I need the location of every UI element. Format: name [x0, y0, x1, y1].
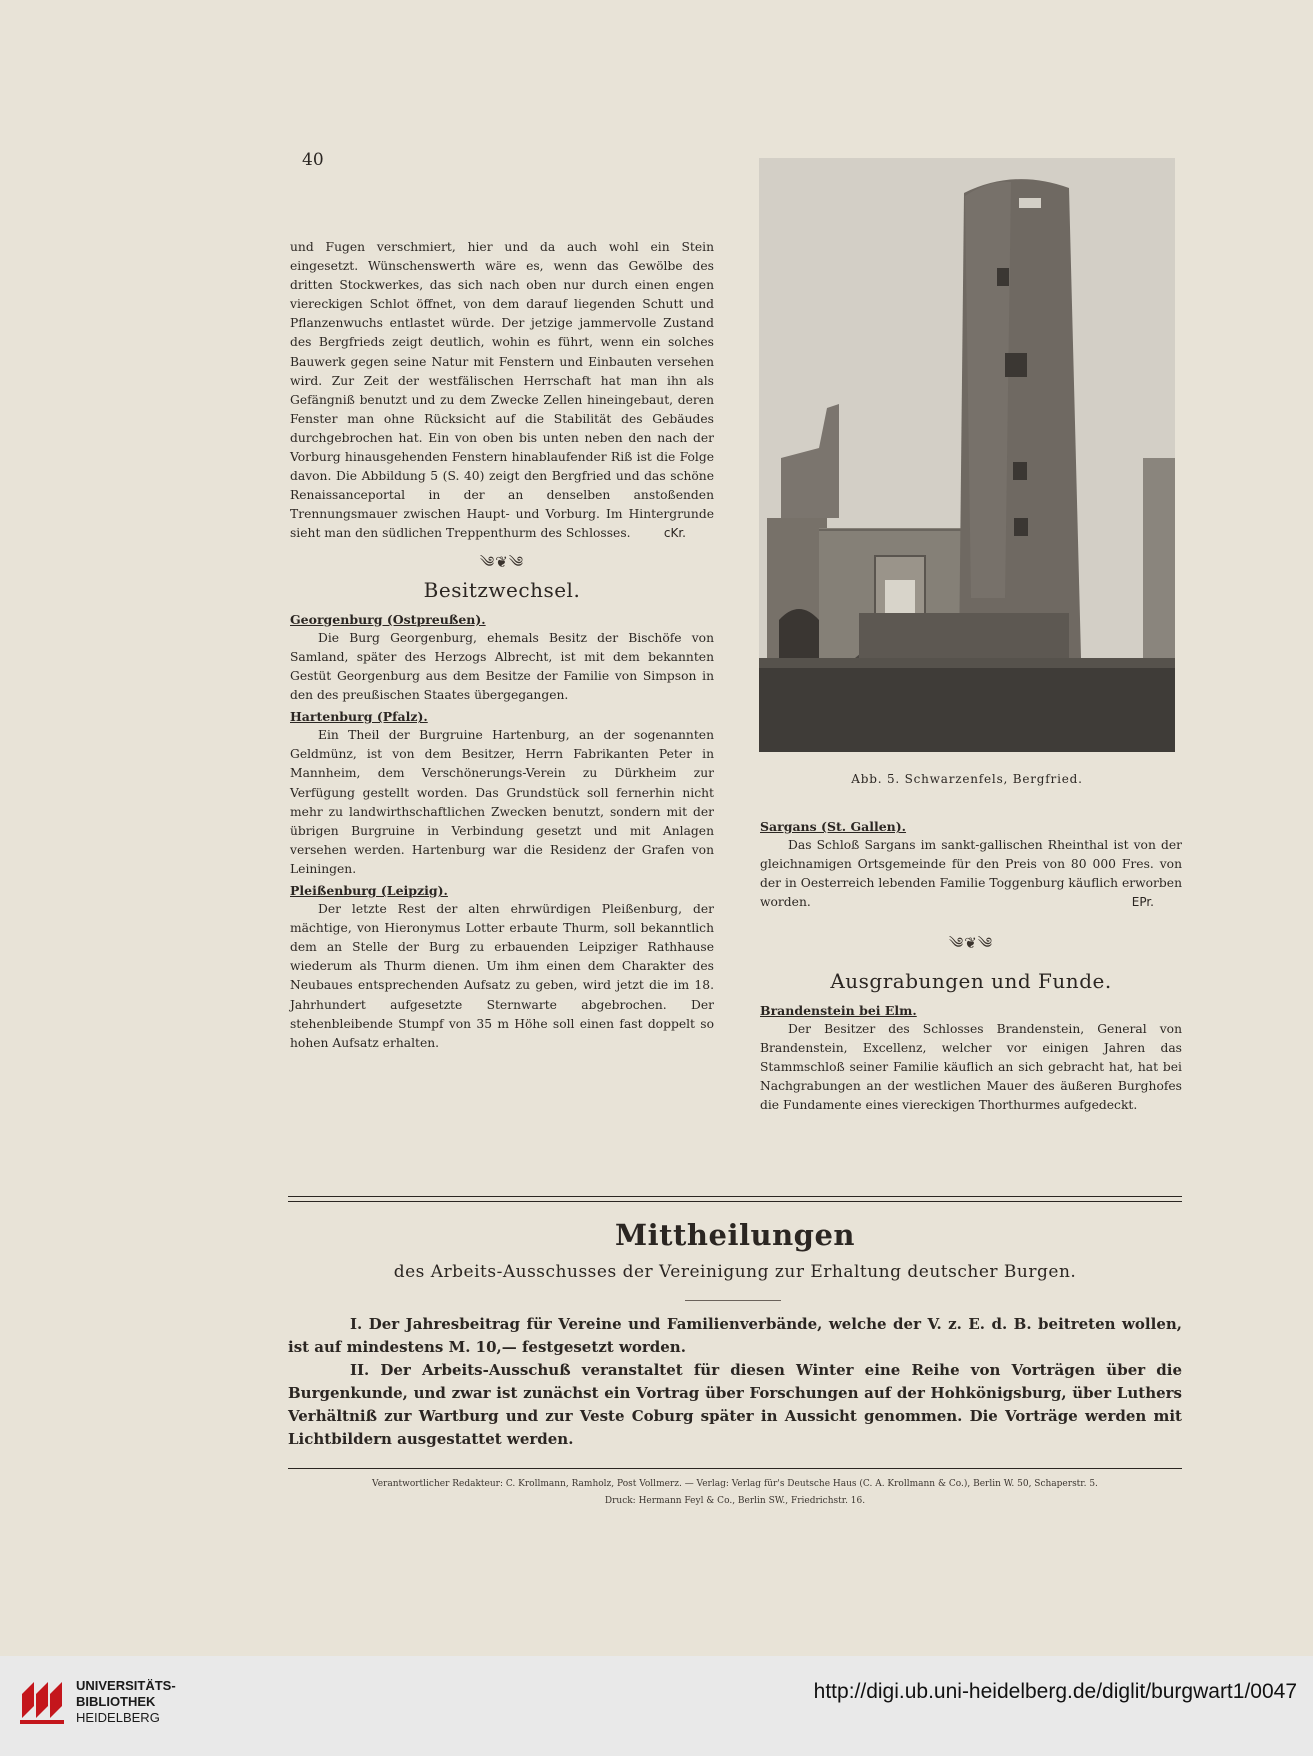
tower-top-opening: [1019, 198, 1041, 208]
left-column: [290, 238, 714, 1053]
library-logo-icon: [16, 1674, 68, 1734]
footer-bar: [0, 1656, 1313, 1756]
imprint-rule: [288, 1468, 1182, 1469]
tower-illustration: [759, 158, 1175, 752]
tower-window-2: [1005, 353, 1027, 377]
imprint-line-1: Verantwortlicher Redakteur: C. Krollmann, Ramholz, Post Vollmerz. — Verlag: Verlag für's Deutsche Haus (C. A. Krollmann & Co.), Berlin W. 50, Schaperstr. 5.: [372, 1479, 1098, 1489]
figure-caption: Abb. 5. Schwarzenfels, Bergfried.: [851, 772, 1083, 786]
section-title-ausgrabungen: Ausgrabungen und Funde.: [830, 968, 1112, 993]
tower-light-side: [965, 182, 1011, 598]
tower-window-4: [1014, 518, 1028, 536]
entry-heading-georgenburg: Georgenburg (Ostpreußen).: [290, 611, 486, 627]
entry-text-georgenburg: Die Burg Georgenburg, ehemals Besitz der Bischöfe von Samland, später des Herzogs Albrecht, ist mit dem bekannten Gestüt Georgenburg aus dem Besitze der Familie von Simpson in den des preußischen Staates übergegangen.: [290, 630, 714, 703]
double-rule-top-2: [288, 1201, 1182, 1202]
notice-item-2: II. Der Arbeits-Ausschuß veranstaltet für diesen Winter eine Reihe von Vorträgen über die Burgenkunde, und zwar ist zunächst ein Vortrag über Forschungen auf der Hohkönigsburg, über Luthers Verhältniß zur Wartburg und zur Veste Coburg später in Aussicht genommen. Die Vorträge werden mit Lichtbildern ausgestattet werden.: [288, 1361, 1182, 1448]
library-line-3: HEIDELBERG: [76, 1710, 160, 1725]
section-title-besitzwechsel: Besitzwechsel.: [423, 577, 581, 602]
short-divider: [685, 1300, 781, 1301]
intro-signature: cKr.: [663, 526, 686, 541]
intro-text: und Fugen verschmiert, hier und da auch wohl ein Stein eingesetzt. Wünschenswerth wäre es, wenn das Gewölbe des dritten Stockwerkes, das sich nach oben nur durch einen engen viereckigen Schlot öffnet, von dem darauf liegenden Schutt und Pflanzenwuchs entlastet würde. Der jetzige jammervolle Zustand des Bergfrieds zeigt deutlich, wohin es führt, wenn ein solches Bauwerk gegen seine Natur mit Fenstern und Einbauten versehen wird. Zur Zeit der westfälischen Herrschaft hat man ihn als Gefängniß benutzt und zu dem Zwecke Zellen hineingebaut, deren Fenster man ohne Rücksicht auf die Stabilität des Gebäudes durchgebrochen hat. Ein von oben bis unten neben den nach der Vorburg hinausgehenden Fenstern hinablaufender Riß ist die Folge davon. Die Abbildung 5 (S. 40) zeigt den Bergfried und das schöne Renaissanceportal in der an denselben anstoßenden Trennungsmauer zwischen Haupt- und Vorburg. Im Hintergrunde sieht man den südlichen Treppenthurm des Schlosses.: [290, 240, 714, 541]
tower-window-1: [997, 268, 1009, 286]
intro-paragraph: [290, 238, 714, 544]
mittheilungen-subtitle: des Arbeits-Ausschusses der Vereinigung zur Erhaltung deutscher Burgen.: [393, 1262, 1077, 1282]
tower-window-3: [1013, 462, 1027, 480]
ornament-divider-right: ༄❦༄: [948, 934, 994, 953]
library-line-2: BIBLIOTHEK: [76, 1694, 156, 1709]
mittheilungen-title: Mittheilungen: [615, 1218, 855, 1252]
entry-text-sargans: [760, 836, 1182, 912]
imprint-line-2: Druck: Hermann Feyl & Co., Berlin SW., Friedrichstr. 16.: [604, 1496, 866, 1506]
library-name: [76, 1678, 176, 1726]
entry-text-hartenburg: Ein Theil der Burgruine Hartenburg, an der sogenannten Geldmünz, ist von dem Besitzer, Herrn Fabrikanten Peter in Mannheim, dem Verschönerungs-Verein zu Dürkheim zur Verfügung gestellt worden. Das Grundstück soll fernerhin nicht mehr zu landwirthschaftlichen Zwecken benutzt, sondern mit der übrigen Burgruine in Verbindung gesetzt und mit Anlagen versehen werden. Hartenburg war die Residenz der Grafen von Leiningen.: [290, 728, 714, 876]
grass: [759, 658, 1175, 752]
notice-item-1: I. Der Jahresbeitrag für Vereine und Familienverbände, welche der V. z. E. d. B. beitreten wollen, ist auf mindestens M. 10,— festgesetzt worden.: [288, 1315, 1182, 1356]
grass-edge: [759, 658, 1175, 668]
photo-schwarzenfels-bergfried: [759, 158, 1175, 752]
entry-heading-brandenstein: Brandenstein bei Elm.: [760, 1002, 917, 1018]
entry-heading-pleissenburg: Pleißenburg (Leipzig).: [290, 883, 448, 898]
double-rule-top-1: [288, 1196, 1182, 1197]
entry-heading-sargans: Sargans (St. Gallen).: [760, 819, 907, 834]
page-number: 40: [302, 150, 324, 170]
sargans-text: Das Schloß Sargans im sankt-gallischen Rheinthal ist von der gleichnamigen Ortsgemeinde für den Preis von 80 000 Fres. von der in Oesterreich lebenden Familie Toggenburg käuflich erworben worden.: [760, 838, 1182, 910]
arch-left: [779, 609, 819, 658]
mittheilungen-notices: [288, 1313, 1182, 1451]
library-line-1: UNIVERSITÄTS-: [76, 1678, 176, 1693]
trees: [1143, 458, 1175, 668]
entry-text-brandenstein: Der Besitzer des Schlosses Brandenstein, General von Brandenstein, Excellenz, welcher vor einigen Jahren das Stammschloß seiner Familie käuflich an sich gebracht hat, hat bei Nachgrabungen an der westlichen Mauer des äußeren Burghofes die Fundamente eines viereckigen Thorthurmes aufgedeckt.: [760, 1021, 1182, 1113]
imprint: [288, 1476, 1182, 1510]
rubble-wall: [859, 613, 1069, 663]
entry-text-pleissenburg: Der letzte Rest der alten ehrwürdigen Pleißenburg, der mächtige, von Hieronymus Lotter erbaute Thurm, soll bekanntlich dem an Stelle der Burg zu erbauenden Leipziger Rathhause wiederum als Thurm dienen. Um ihm einen dem Charakter des Neubaues entsprechenden Aufsatz zu geben, wird jetzt die im 18. Jahrhundert aufgesetzte Sternwarte abgebrochen. Der stehenbleibende Stumpf von 35 m Höhe soll einen fast doppelt so hohen Aufsatz erhalten.: [290, 902, 714, 1050]
right-column: [760, 815, 1182, 1115]
ornament-divider: ༄❦༄: [479, 552, 525, 571]
permalink-url[interactable]: http://digi.ub.uni-heidelberg.de/diglit/burgwart1/0047: [813, 1680, 1297, 1703]
sargans-signature: EPr.: [1131, 895, 1154, 910]
entry-heading-hartenburg: Hartenburg (Pfalz).: [290, 709, 428, 725]
